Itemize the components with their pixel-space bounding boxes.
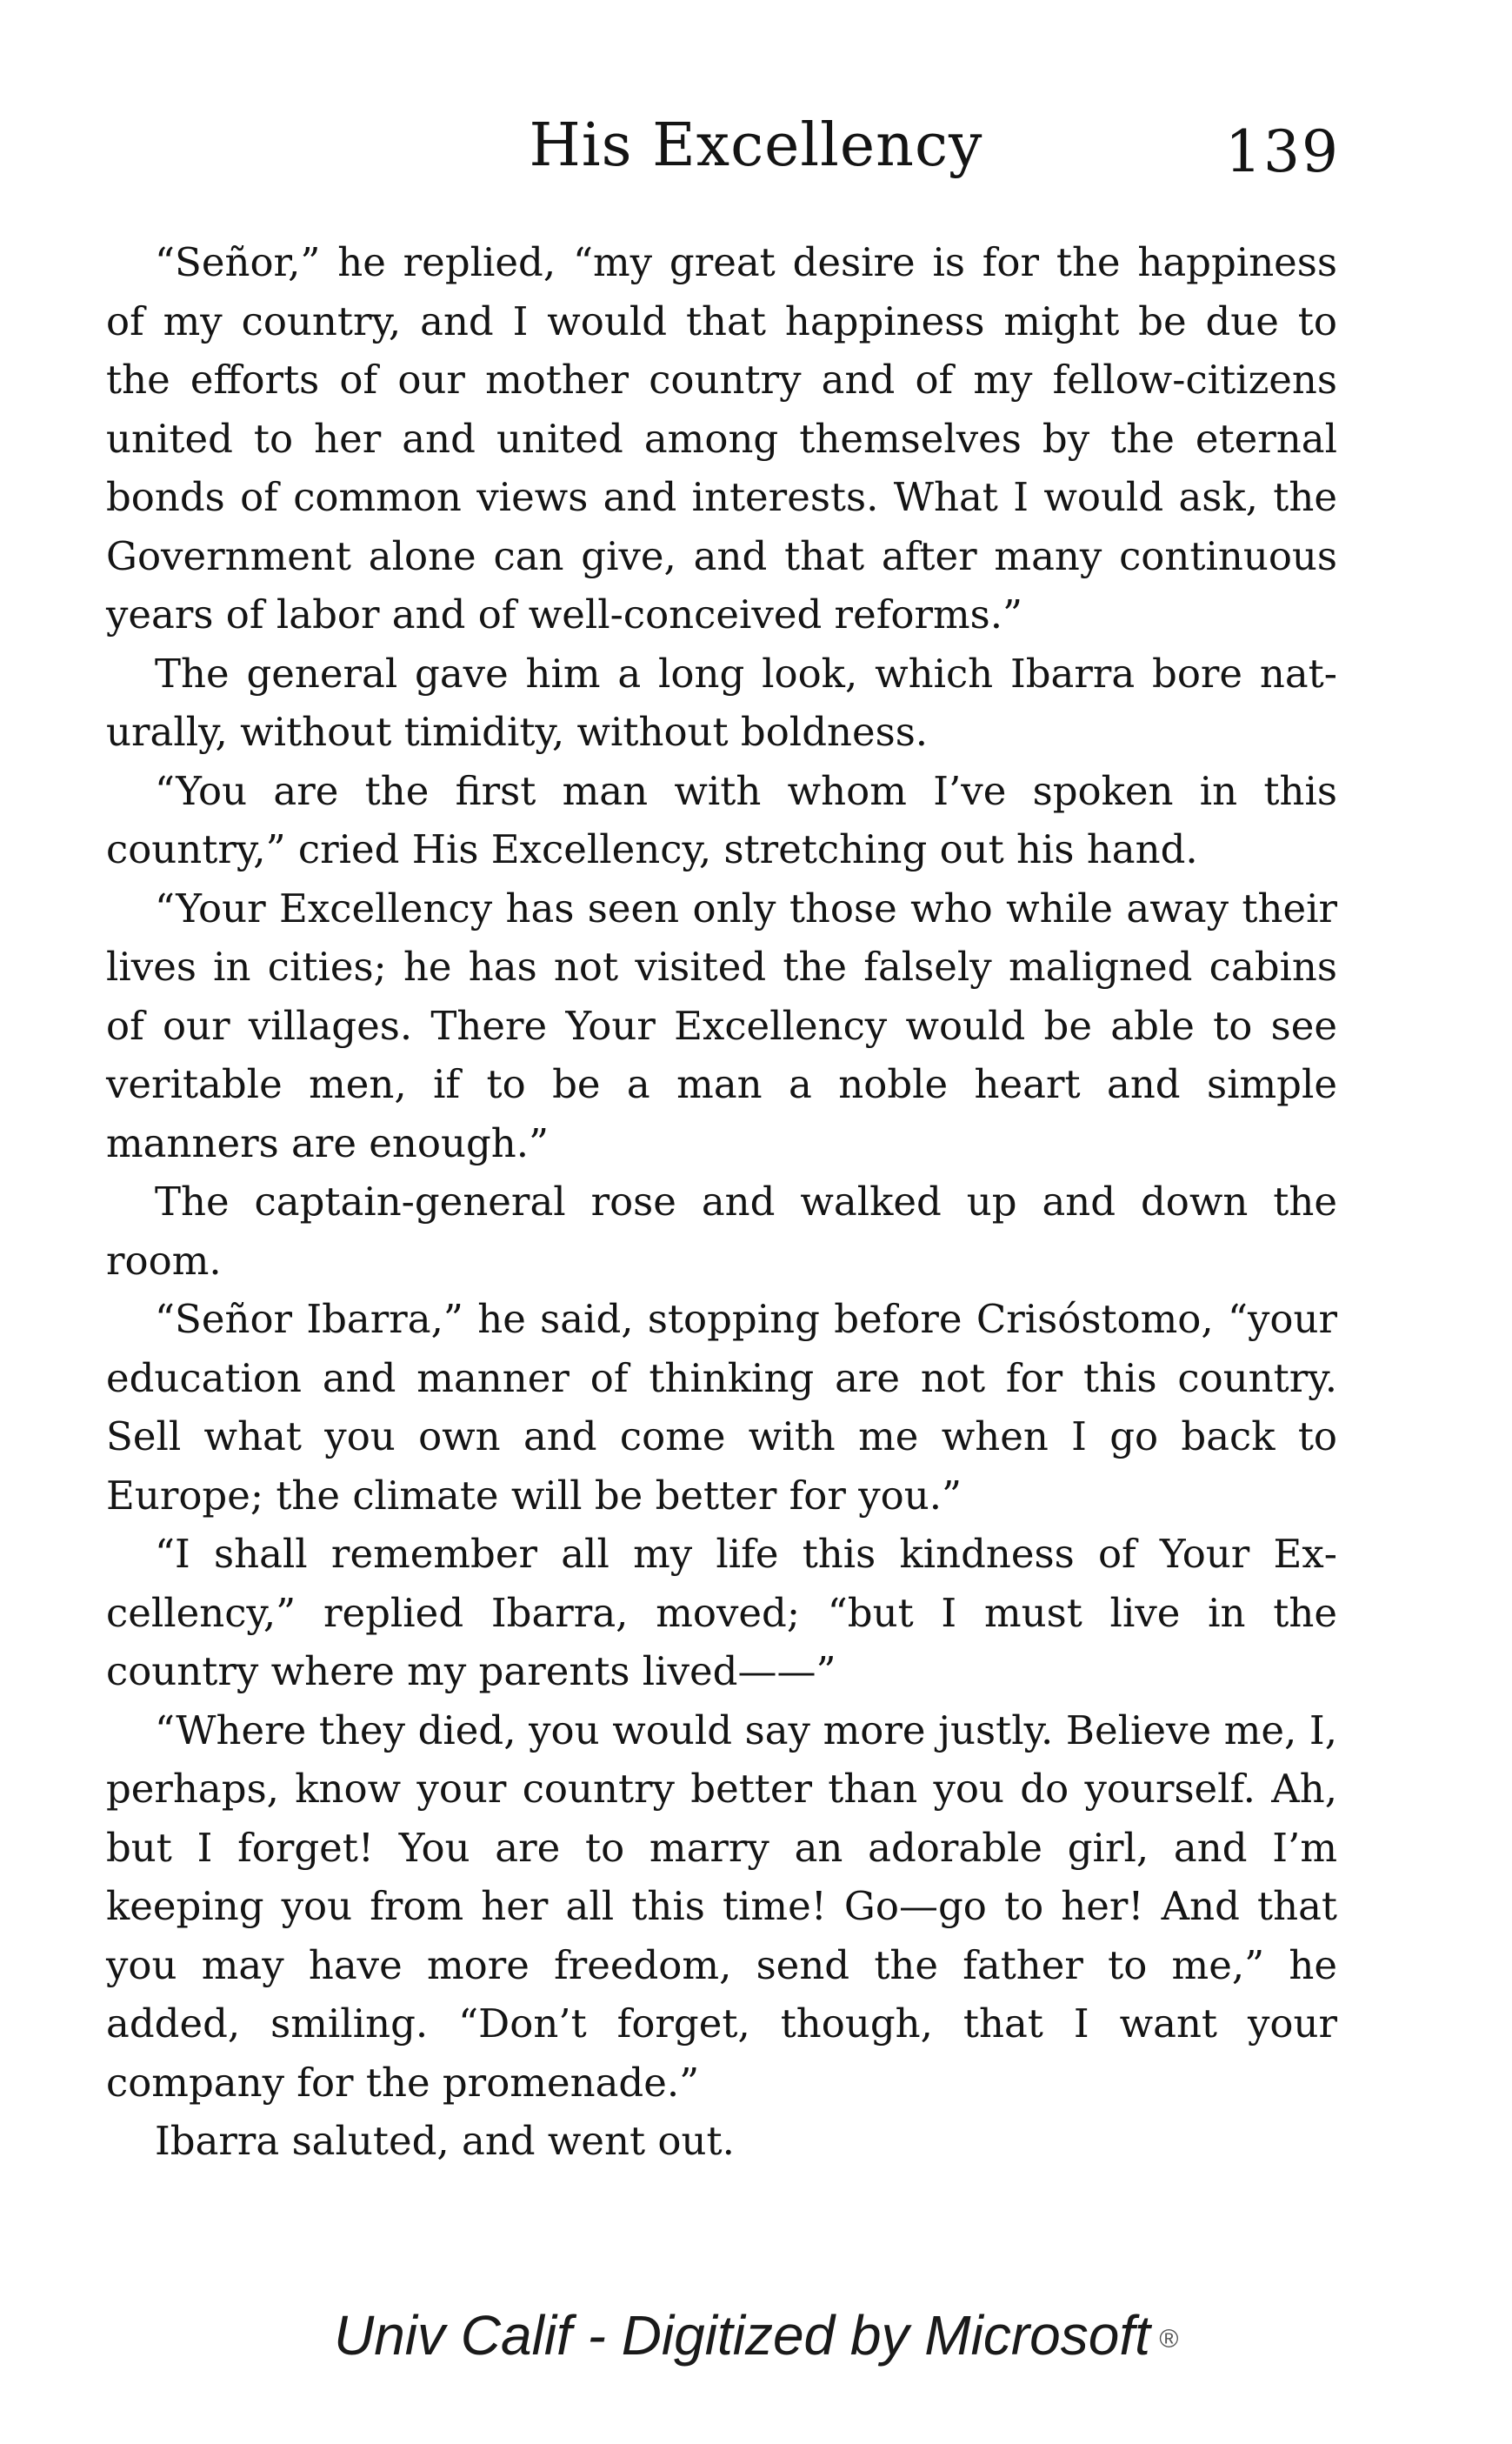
paragraph-5: The captain-general rose and walked up and down the room.: [106, 1179, 1337, 1284]
paragraph-1: “Señor,” he replied, “my great desire is for the happiness of my country, and I would that happiness might be due to the efforts of our mother country and of my fellow-citizens united to her and united among themselves by the eternal bonds of common views and interests. What I would ask, the Government alone can give, and that after many continuous years of labor and of well-conceived reforms.”: [106, 239, 1337, 638]
watermark-text: Univ Calif - Digitized by Microsoft: [333, 2304, 1150, 2367]
paragraph-3: “You are the first man with whom I’ve spoken in this country,” cried His Excellency, stretching out his hand.: [106, 767, 1337, 872]
page-number: 139: [1225, 118, 1340, 185]
page-title: His Excellency: [529, 111, 983, 180]
paragraph-9: Ibarra saluted, and went out.: [155, 2118, 735, 2164]
paragraph-6: “Señor Ibarra,” he said, stopping before Crisóstomo, “your education and manner of thinking are not for this country. Sell what you own and come with me when I go back to Europe; the climate will be better for you.”: [106, 1296, 1337, 1519]
body-text: [106, 233, 1337, 2171]
paragraph-8: “Where they died, you would say more justly. Believe me, I, perhaps, know your country better than you do yourself. Ah, but I forget! You are to marry an adorable girl, and I’m keeping you from her all this time! Go—go to her! And that you may have more freedom, send the father to me,” he added, smiling. “Don’t forget, though, that I want your company for the promenade.”: [106, 1706, 1337, 2106]
running-head: [0, 111, 1512, 190]
paragraph-2: The general gave him a long look, which Ibarra bore naturally, without timidity, without boldness.: [106, 650, 1337, 755]
watermark-mark-icon: ®: [1158, 2325, 1178, 2354]
digitization-watermark: [0, 2303, 1512, 2367]
paragraph-7: “I shall remember all my life this kindness of Your Excellency,” replied Ibarra, moved; “but I must live in the country where my parents lived——”: [106, 1531, 1337, 1694]
paragraph-4: “Your Excellency has seen only those who while away their lives in cities; he has not visited the falsely maligned cabins of our villages. There Your Excellency would be able to see veritable men, if to be a man a noble heart and simple manners are enough.”: [106, 885, 1337, 1166]
